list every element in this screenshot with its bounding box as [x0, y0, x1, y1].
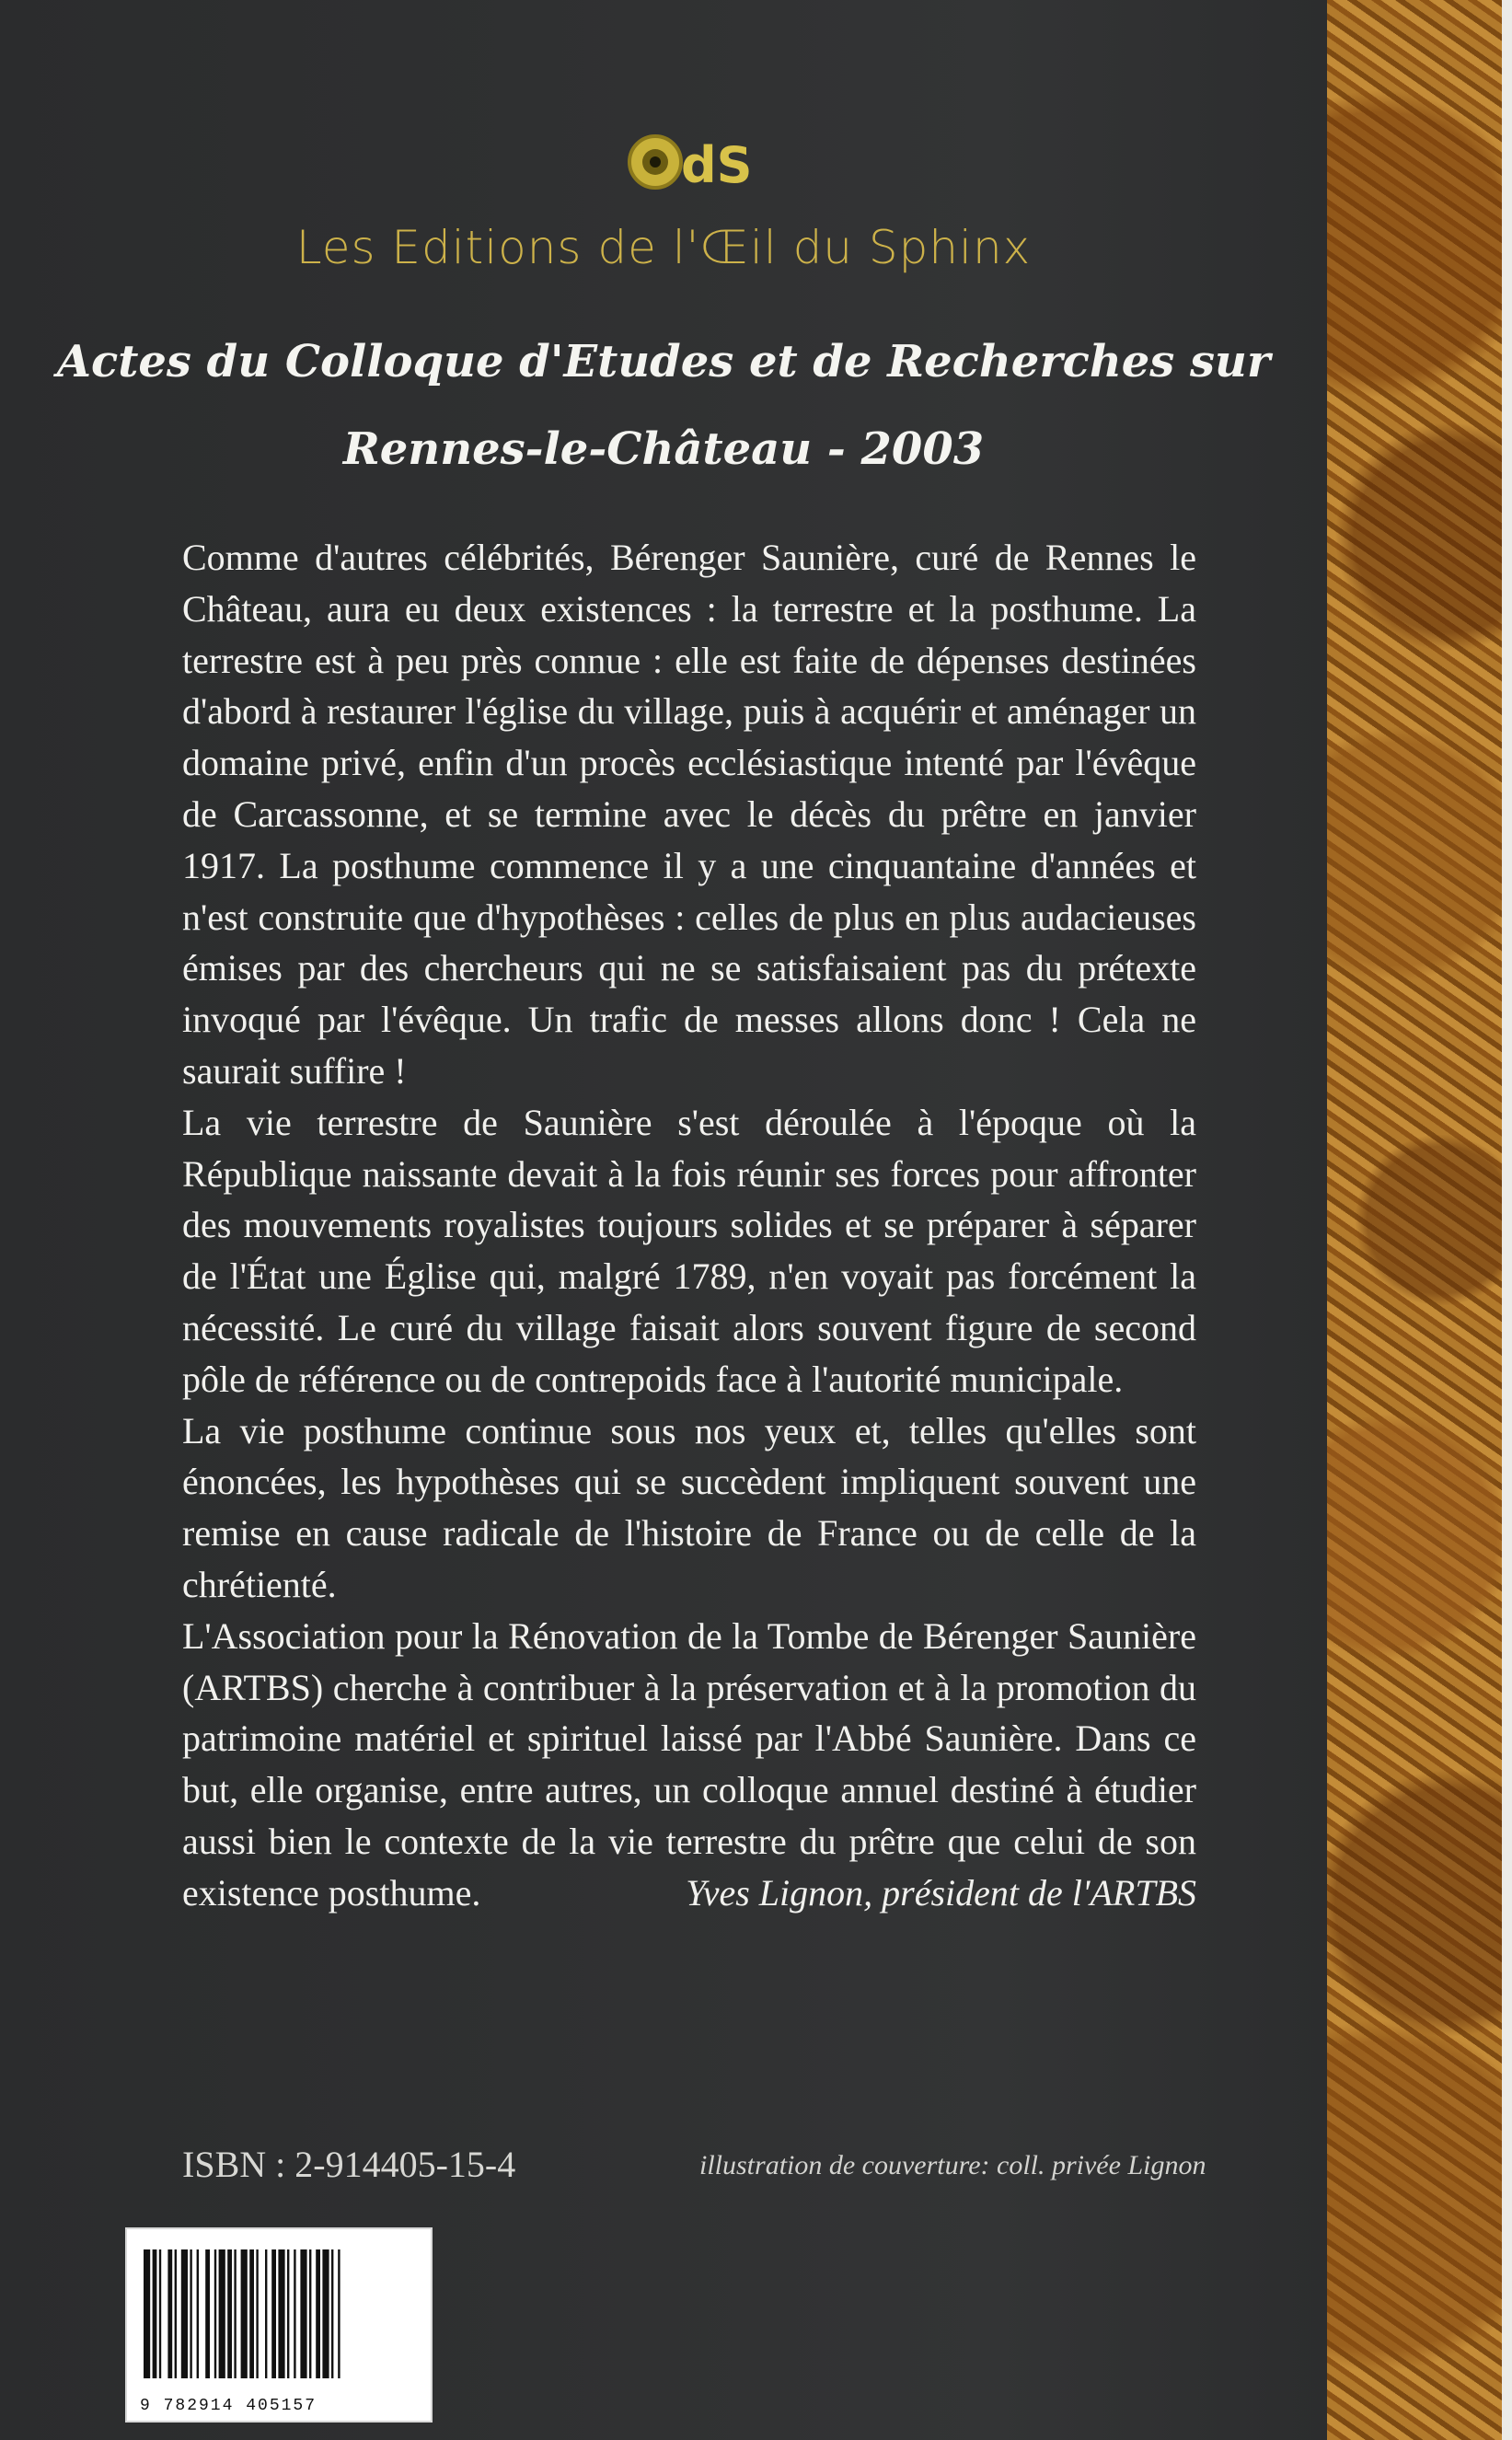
barcode-bar	[175, 2249, 177, 2378]
book-title-line-2: Rennes-le-Château - 2003	[342, 423, 985, 475]
barcode-bar	[256, 2249, 258, 2378]
barcode-bar	[159, 2249, 161, 2378]
barcode-bar	[287, 2249, 289, 2378]
barcode-bar	[331, 2249, 333, 2378]
barcode-bar	[227, 2249, 232, 2378]
paragraph-2: La vie terrestre de Saunière s'est déroulée à l'époque où la République naissante devait à la fois réunir ses forces pour affronter des mouvements royalistes toujours solides et se préparer à séparer de l'État une Église qui, malgré 1789, n'en voyait pas forcément la nécessité. Le curé du village faisait alors souvent figure de second pôle de référence ou de contrepoids face à l'autorité municipale.	[182, 1101, 1196, 1400]
book-title-line-1: Actes du Colloque d'Etudes et de Recherches sur	[56, 336, 1271, 387]
paragraph-4	[182, 1611, 1196, 1919]
barcode-bar	[294, 2249, 295, 2378]
barcode-bar	[190, 2249, 191, 2378]
barcode-bar	[214, 2249, 216, 2378]
barcode-bar	[309, 2249, 311, 2378]
isbn: ISBN : 2-914405-15-4	[182, 2144, 516, 2185]
page-edge	[1502, 0, 1512, 2440]
barcode-bar	[265, 2249, 267, 2378]
barcode-bar	[197, 2249, 199, 2378]
barcode-bar	[322, 2249, 329, 2378]
barcode-bars	[140, 2249, 416, 2378]
barcode-bar	[316, 2249, 320, 2378]
barcode-bar	[205, 2249, 210, 2378]
publisher-name: Les Editions de l'Œil du Sphinx	[295, 221, 1032, 274]
marbled-spine	[1327, 0, 1502, 2440]
barcode	[125, 2227, 433, 2423]
barcode-bar	[278, 2249, 284, 2378]
barcode-bar	[271, 2249, 276, 2378]
paragraph-3: La vie posthume continue sous nos yeux et, telles qu'elles sont énoncées, les hypothèses qui se succèdent impliquent souvent une remise en cause radicale de l'histoire de France ou de celle de la chrétienté.	[182, 1409, 1196, 1605]
illustration-credit: illustration de couverture: coll. privée Lignon	[699, 2150, 1206, 2180]
barcode-bar	[338, 2249, 340, 2378]
barcode-number: 9 782914 405157	[140, 2397, 317, 2415]
author-signature: Yves Lignon, président de l'ARTBS	[686, 1871, 1196, 1914]
barcode-bar	[300, 2249, 306, 2378]
barcode-bar	[167, 2249, 172, 2378]
ods-logo-letters: dS	[681, 136, 753, 194]
barcode-bar	[249, 2249, 254, 2378]
barcode-bar	[219, 2249, 225, 2378]
barcode-bar	[144, 2249, 150, 2378]
barcode-bar	[181, 2249, 188, 2378]
paragraph-1: Comme d'autres célébrités, Bérenger Saunière, curé de Rennes le Château, aura eu deux existences : la terrestre et la posthume. La terrestre est à peu près connue : elle est faite de dépenses destinées d'abord à restaurer l'église du village, puis à acquérir et aménager un domaine privé, enfin d'un procès ecclésiastique intenté par l'évêque de Carcassonne, et se termine avec le décès du prêtre en janvier 1917. La posthume commence il y a une cinquantaine d'années et n'est construite que d'hypothèses : celles de plus en plus audacieuses émises par des chercheurs qui ne se satisfaisaient pas du prétexte invoqué par l'évêque. Un trafic de messes allons donc ! Cela ne saurait suffire !	[182, 537, 1196, 1092]
ods-logo	[624, 123, 771, 197]
back-cover-text	[182, 532, 1196, 1919]
barcode-bar	[241, 2249, 248, 2378]
barcode-bar	[234, 2249, 236, 2378]
paragraph-4-text: L'Association pour la Rénovation de la Tombe de Bérenger Saunière (ARTBS) cherche à contribuer à la préservation et à la promotion du patrimoine matériel et spirituel laissé par l'Abbé Saunière. Dans ce but, elle organise, entre autres, un colloque annuel destiné à étudier aussi bien le contexte de la vie terrestre du prêtre que celui de son existence posthume.	[182, 1614, 1196, 1914]
barcode-bar	[153, 2249, 157, 2378]
